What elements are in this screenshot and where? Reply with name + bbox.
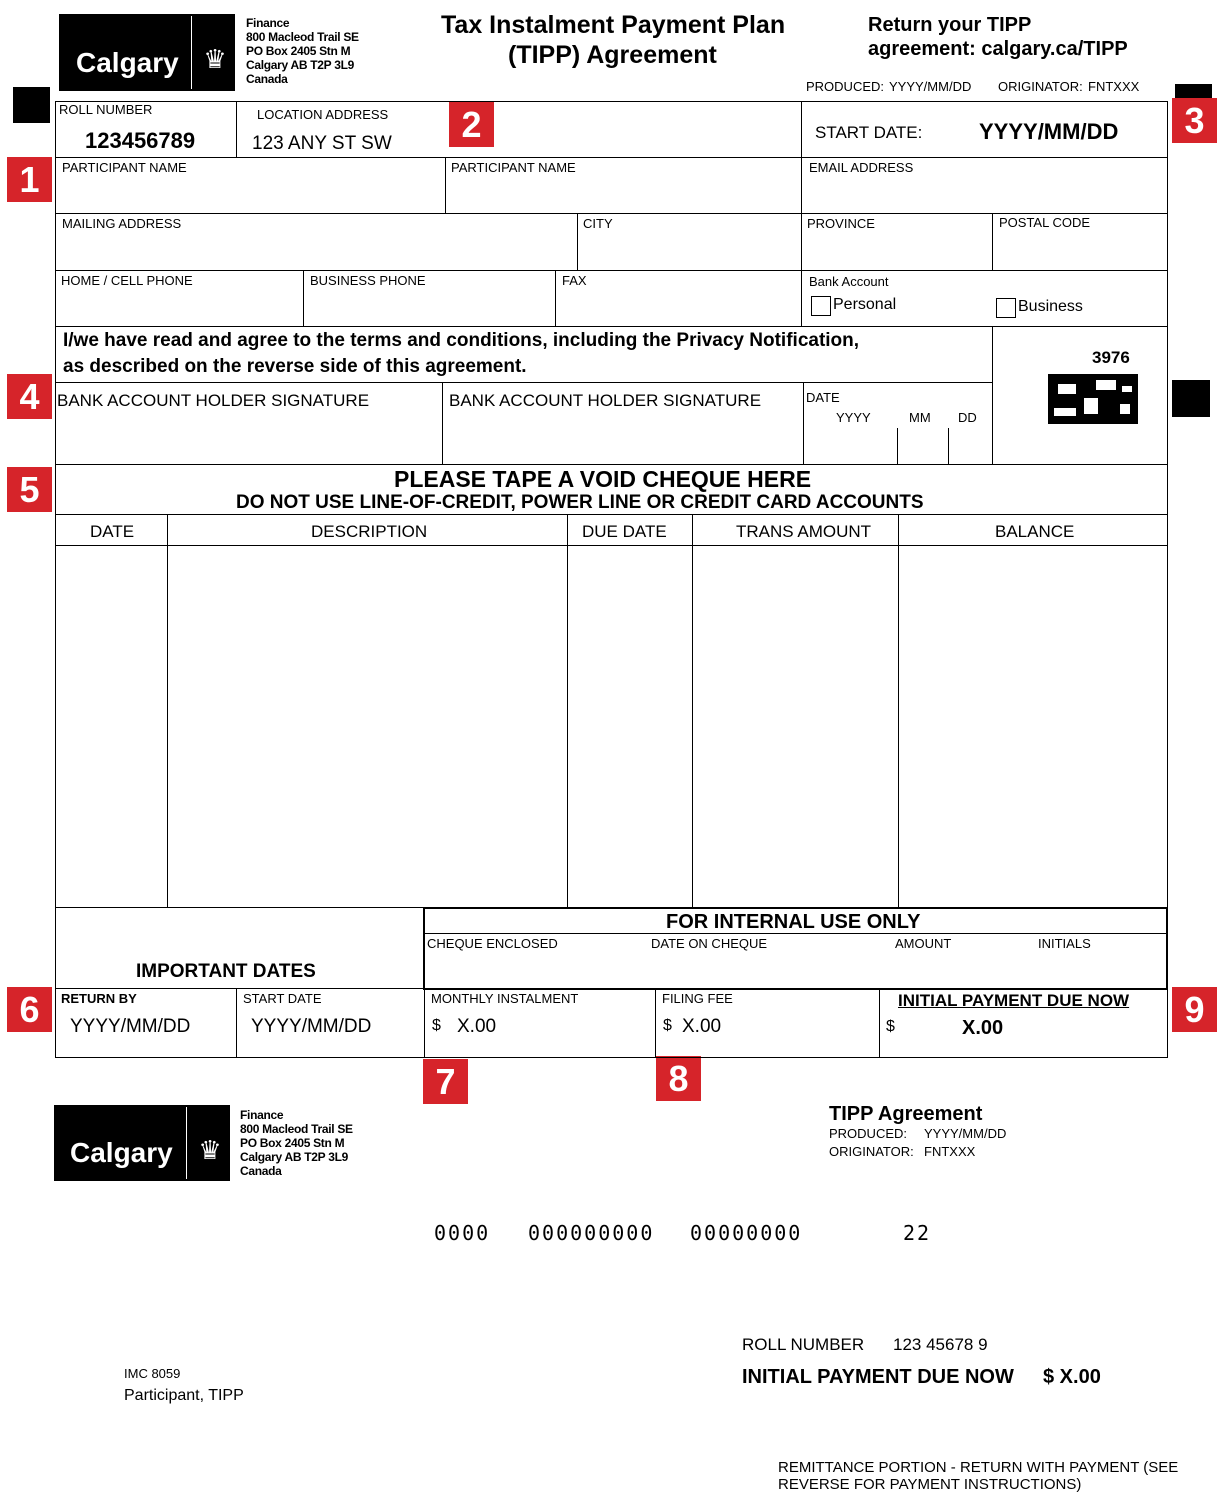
return-instruction-line1: Return your TIPP (868, 14, 1032, 36)
callout-9: 9 (1172, 987, 1217, 1032)
mailing-address-label[interactable]: MAILING ADDRESS (62, 216, 182, 231)
date-yyyy[interactable]: YYYY (836, 410, 871, 425)
city-crest-icon: ♛ (198, 1135, 222, 1165)
initial-dollar-sign: $ (886, 1018, 895, 1035)
location-address-label: LOCATION ADDRESS (257, 107, 389, 122)
remittance-initial-label: INITIAL PAYMENT DUE NOW (742, 1366, 1014, 1388)
callout-4: 4 (7, 374, 52, 419)
callout-6: 6 (7, 987, 52, 1032)
filing-dollar-sign: $ (663, 1017, 672, 1034)
remittance-produced-label: PRODUCED: (829, 1126, 908, 1141)
callout-8: 8 (656, 1056, 701, 1101)
produced-value: YYYY/MM/DD (889, 79, 972, 94)
monthly-dollar-sign: $ (432, 1017, 441, 1034)
province-label[interactable]: PROVINCE (807, 216, 875, 231)
personal-label: Personal (833, 296, 897, 313)
city-label[interactable]: CITY (583, 216, 613, 231)
column-header-date: DATE (90, 522, 135, 541)
return-instruction-line2: agreement: calgary.ca/TIPP (868, 38, 1128, 60)
micr-code: 00000000 (690, 1221, 803, 1245)
filing-fee-label: FILING FEE (662, 991, 733, 1006)
void-cheque-warning: DO NOT USE LINE-OF-CREDIT, POWER LINE OR CREDIT CARD ACCOUNTS (236, 492, 924, 513)
callout-3: 3 (1172, 98, 1217, 143)
home-phone-label[interactable]: HOME / CELL PHONE (61, 273, 193, 288)
remittance-roll-label: ROLL NUMBER (742, 1335, 865, 1354)
remittance-originator-value: FNTXXX (924, 1144, 976, 1159)
monthly-instalment-label: MONTHLY INSTALMENT (431, 991, 579, 1006)
logo-wordmark: Calgary (76, 47, 179, 78)
callout-7: 7 (423, 1059, 468, 1104)
participant-name-label[interactable]: PARTICIPANT NAME (62, 160, 187, 175)
registration-mark (13, 87, 50, 123)
business-label: Business (1018, 298, 1083, 315)
participant-name-label[interactable]: PARTICIPANT NAME (451, 160, 576, 175)
produced-label: PRODUCED: (806, 79, 885, 94)
remittance-title: TIPP Agreement (829, 1103, 983, 1125)
form-title-line1: Tax Instalment Payment Plan (441, 11, 786, 39)
roll-number-label: ROLL NUMBER (59, 102, 153, 117)
city-crest-icon: ♛ (203, 44, 227, 74)
initials-label: INITIALS (1038, 936, 1091, 951)
callout-2: 2 (449, 102, 494, 147)
imc-code: IMC 8059 (124, 1366, 181, 1381)
remittance-initial-value: $ X.00 (1043, 1366, 1101, 1388)
important-start-date-value: YYYY/MM/DD (251, 1016, 372, 1037)
header-address: Finance 800 Macleod Trail SE PO Box 2405 Stn M Calgary AB T2P 3L9 Canada (246, 16, 359, 86)
internal-use-title: FOR INTERNAL USE ONLY (666, 911, 921, 933)
terms-text-line2: as described on the reverse side of this agreement. (63, 356, 527, 377)
micr-code: 22 (903, 1221, 932, 1245)
void-cheque-heading: PLEASE TAPE A VOID CHEQUE HERE (394, 466, 812, 492)
callout-5: 5 (7, 467, 52, 512)
important-dates-title: IMPORTANT DATES (136, 961, 316, 982)
date-label: DATE (806, 390, 840, 405)
originator-label: ORIGINATOR: (998, 79, 1083, 94)
date-mm[interactable]: MM (909, 410, 931, 425)
start-date-label: START DATE: (815, 123, 923, 142)
amount-label: AMOUNT (895, 936, 952, 951)
column-header-due-date: DUE DATE (582, 522, 667, 541)
callout-1: 1 (7, 157, 52, 202)
business-phone-label[interactable]: BUSINESS PHONE (310, 273, 426, 288)
city-logo (54, 1105, 230, 1181)
micr-code: 0000 (434, 1221, 491, 1245)
terms-text-line1: I/we have read and agree to the terms and conditions, including the Privacy Notification, (63, 330, 860, 351)
code-number: 3976 (1092, 348, 1130, 367)
logo-wordmark: Calgary (70, 1137, 173, 1168)
bank-account-label: Bank Account (809, 274, 889, 289)
location-address-value: 123 ANY ST SW (252, 133, 392, 154)
column-header-balance: BALANCE (995, 522, 1075, 541)
signature-label[interactable]: BANK ACCOUNT HOLDER SIGNATURE (449, 391, 762, 410)
business-checkbox[interactable] (996, 298, 1016, 318)
email-address-label[interactable]: EMAIL ADDRESS (809, 160, 914, 175)
signature-label[interactable]: BANK ACCOUNT HOLDER SIGNATURE (57, 391, 370, 410)
monthly-instalment-value: X.00 (457, 1016, 497, 1037)
remittance-footer-line2: REVERSE FOR PAYMENT INSTRUCTIONS) (778, 1476, 1082, 1493)
personal-checkbox[interactable] (811, 296, 831, 316)
registration-mark (1172, 380, 1210, 417)
remittance-footer-line1: REMITTANCE PORTION - RETURN WITH PAYMENT (SEE (778, 1459, 1179, 1476)
remittance-originator-label: ORIGINATOR: (829, 1144, 914, 1159)
form-title-line2: (TIPP) Agreement (508, 41, 717, 69)
important-start-date-label: START DATE (243, 991, 322, 1006)
date-dd[interactable]: DD (958, 410, 977, 425)
roll-number-value: 123456789 (85, 128, 196, 153)
remittance-address: Finance 800 Macleod Trail SE PO Box 2405 Stn M Calgary AB T2P 3L9 Canada (240, 1108, 353, 1178)
filing-fee-value: X.00 (682, 1016, 722, 1037)
return-by-label: RETURN BY (61, 991, 137, 1006)
originator-value: FNTXXX (1088, 79, 1140, 94)
column-header-description: DESCRIPTION (311, 522, 428, 541)
remittance-produced-value: YYYY/MM/DD (924, 1126, 1007, 1141)
initial-payment-value: X.00 (962, 1017, 1004, 1039)
fax-label[interactable]: FAX (562, 273, 587, 288)
start-date-value: YYYY/MM/DD (979, 119, 1119, 144)
remittance-roll-value: 123 45678 9 (893, 1335, 988, 1354)
cheque-enclosed-label: CHEQUE ENCLOSED (427, 936, 558, 951)
return-by-value: YYYY/MM/DD (70, 1016, 191, 1037)
barcode-icon (1048, 374, 1138, 424)
postal-code-label[interactable]: POSTAL CODE (999, 215, 1091, 230)
participant-tipp: Participant, TIPP (124, 1387, 244, 1404)
city-logo (59, 14, 235, 91)
micr-code: 000000000 (528, 1221, 655, 1245)
initial-payment-label: INITIAL PAYMENT DUE NOW (898, 991, 1130, 1010)
date-on-cheque-label: DATE ON CHEQUE (651, 936, 768, 951)
column-header-trans-amount: TRANS AMOUNT (736, 522, 872, 541)
